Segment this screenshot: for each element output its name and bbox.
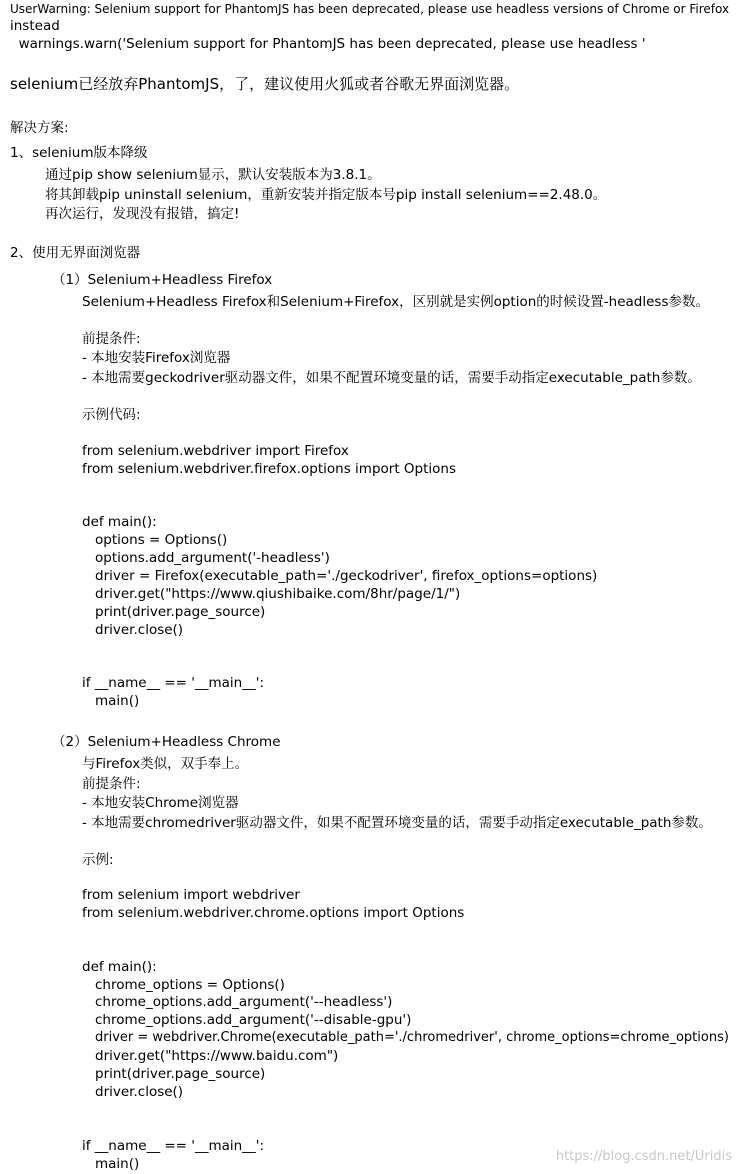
warning-line-2: instead	[10, 18, 60, 34]
firefox-code-line: print(driver.page_source)	[95, 604, 266, 620]
chrome-code-line: print(driver.page_source)	[95, 1066, 266, 1082]
chrome-import-line: from selenium.webdriver.chrome.options import Options	[82, 905, 465, 921]
firefox-desc: Selenium+Headless Firefox和Selenium+Firefox，区别就是实例option的时候设置-headless参数。	[82, 294, 709, 310]
firefox-title: （1）Selenium+Headless Firefox	[52, 272, 273, 288]
firefox-import-line: from selenium.webdriver import Firefox	[82, 443, 349, 459]
firefox-def-line: def main():	[82, 514, 157, 530]
step2-title: 2、使用无界面浏览器	[10, 245, 141, 261]
chrome-example-heading: 示例:	[82, 852, 114, 868]
chrome-desc: 与Firefox类似，双手奉上。	[82, 756, 249, 772]
chrome-code-line: driver.get("https://www.baidu.com")	[95, 1048, 339, 1064]
chrome-call-line: main()	[95, 1156, 140, 1172]
firefox-if-line: if __name__ == '__main__':	[82, 675, 264, 691]
firefox-code-line: driver.close()	[95, 622, 184, 638]
chrome-prereq-item: - 本地安装Chrome浏览器	[82, 795, 239, 811]
step1-line: 再次运行，发现没有报错，搞定!	[45, 206, 240, 222]
chrome-if-line: if __name__ == '__main__':	[82, 1138, 264, 1154]
chrome-code-line: chrome_options.add_argument('--disable-gpu')	[95, 1012, 412, 1028]
chrome-def-line: def main():	[82, 959, 157, 975]
firefox-code-line: driver = Firefox(executable_path='./geckodriver', firefox_options=options)	[95, 568, 598, 584]
firefox-prereq-heading: 前提条件:	[82, 331, 141, 347]
chrome-title: （2）Selenium+Headless Chrome	[52, 734, 281, 750]
step1-line: 将其卸载pip uninstall selenium，重新安装并指定版本号pip install selenium==2.48.0。	[45, 187, 607, 203]
solution-heading: 解决方案:	[10, 120, 69, 136]
chrome-import-line: from selenium import webdriver	[82, 887, 300, 903]
chrome-prereq-item: - 本地需要chromedriver驱动器文件，如果不配置环境变量的话，需要手动指定executable_path参数。	[82, 815, 712, 831]
chrome-code-line: driver.close()	[95, 1084, 184, 1100]
firefox-call-line: main()	[95, 693, 140, 709]
firefox-code-line: options.add_argument('-headless')	[95, 550, 330, 566]
step1-title: 1、selenium版本降级	[10, 145, 148, 161]
chrome-code-line: driver = webdriver.Chrome(executable_path='./chromedriver', chrome_options=chrome_options)	[95, 1030, 729, 1045]
chrome-code-line: chrome_options = Options()	[95, 977, 285, 993]
step1-line: 通过pip show selenium显示，默认安装版本为3.8.1。	[45, 167, 381, 183]
firefox-prereq-item: - 本地需要geckodriver驱动器文件，如果不配置环境变量的话，需要手动指定executable_path参数。	[82, 370, 701, 386]
warning-line-1: UserWarning: Selenium support for PhantomJS has been deprecated, please use headless versions of Chrome or Firefox	[10, 2, 730, 16]
firefox-code-line: options = Options()	[95, 532, 228, 548]
chrome-prereq-heading: 前提条件:	[82, 776, 141, 792]
firefox-example-heading: 示例代码:	[82, 407, 141, 423]
chrome-code-line: chrome_options.add_argument('--headless')	[95, 994, 393, 1010]
warning-line-3: warnings.warn('Selenium support for PhantomJS has been deprecated, please use headless '	[10, 36, 646, 52]
intro-text: selenium已经放弃PhantomJS，了，建议使用火狐或者谷歌无界面浏览器。	[10, 75, 520, 93]
watermark: https://blog.csdn.net/Uridis	[555, 1149, 732, 1164]
firefox-import-line: from selenium.webdriver.firefox.options import Options	[82, 461, 456, 477]
firefox-code-line: driver.get("https://www.qiushibaike.com/8hr/page/1/")	[95, 586, 461, 602]
firefox-prereq-item: - 本地安装Firefox浏览器	[82, 350, 231, 366]
